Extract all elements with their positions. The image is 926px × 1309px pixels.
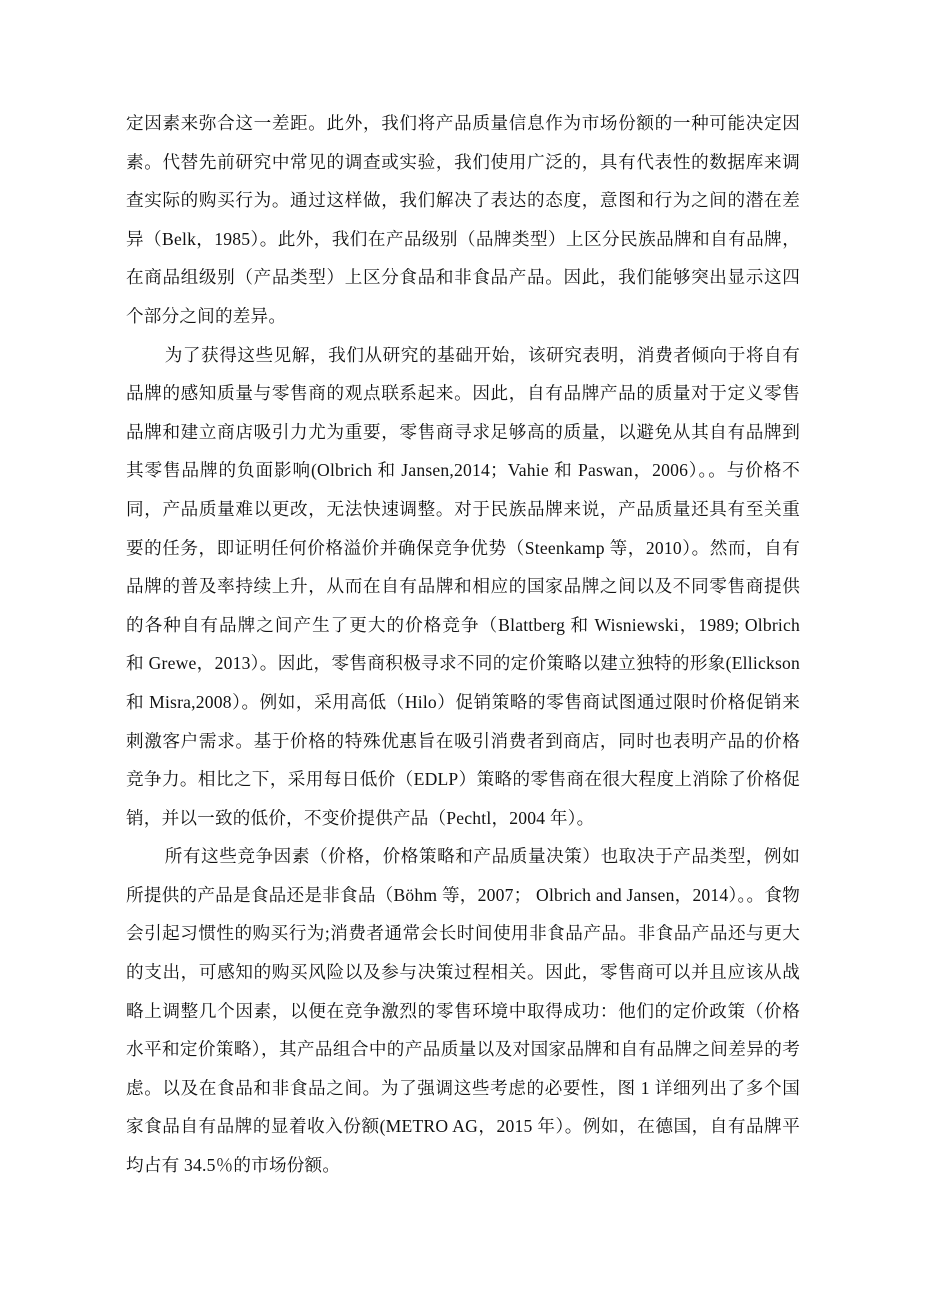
- paragraph-2: 为了获得这些见解，我们从研究的基础开始，该研究表明，消费者倾向于将自有品牌的感知质量与零售商的观点联系起来。因此，自有品牌产品的质量对于定义零售品牌和建立商店吸引力尤为重要，零售商寻求足够高的质量，以避免从其自有品牌到其零售品牌的负面影响(Olbrich 和 Jansen,2014；Vahie 和 Paswan，2006）。。与价格不同，产品质量难以更改，无法快速调整。对于民族品牌来说，产品质量还具有至关重要的任务，即证明任何价格溢价并确保竞争优势（Steenkamp 等，2010）。然而，自有品牌的普及率持续上升，从而在自有品牌和相应的国家品牌之间以及不同零售商提供的各种自有品牌之间产生了更大的价格竞争（Blattberg 和 Wisniewski，1989; Olbrich 和 Grewe，2013）。因此，零售商积极寻求不同的定价策略以建立独特的形象(Ellickson 和 Misra,2008）。例如，采用高低（Hilo）促销策略的零售商试图通过限时价格促销来刺激客户需求。基于价格的特殊优惠旨在吸引消费者到商店，同时也表明产品的价格竞争力。相比之下，采用每日低价（EDLP）策略的零售商在很大程度上消除了价格促销，并以一致的低价，不变价提供产品（Pechtl，2004 年）。: [126, 344, 800, 828]
- paragraph-1: 定因素来弥合这一差距。此外，我们将产品质量信息作为市场份额的一种可能决定因素。代替先前研究中常见的调查或实验，我们使用广泛的，具有代表性的数据库来调查实际的购买行为。通过这样做，我们解决了表达的态度，意图和行为之间的潜在差异（Belk，1985）。此外，我们在产品级别（品牌类型）上区分民族品牌和自有品牌，在商品组级别（产品类型）上区分食品和非食品产品。因此，我们能够突出显示这四个部分之间的差异。: [126, 113, 800, 326]
- paragraph-3: 所有这些竞争因素（价格，价格策略和产品质量决策）也取决于产品类型，例如所提供的产品是食品还是非食品（Böhm 等，2007； Olbrich and Jansen，2014）。。食物会引起习惯性的购买行为;消费者通常会长时间使用非食品产品。非食品产品还与更大的支出，可感知的购买风险以及参与决策过程相关。因此，零售商可以并且应该从战略上调整几个因素，以便在竞争激烈的零售环境中取得成功：他们的定价政策（价格水平和定价策略），其产品组合中的产品质量以及对国家品牌和自有品牌之间差异的考虑。以及在食品和非食品之间。为了强调这些考虑的必要性，图 1 详细列出了多个国家食品自有品牌的显着收入份额(METRO AG，2015 年）。例如，在德国，自有品牌平均占有 34.5％的市场份额。: [126, 846, 800, 1176]
- document-body: [126, 104, 800, 1185]
